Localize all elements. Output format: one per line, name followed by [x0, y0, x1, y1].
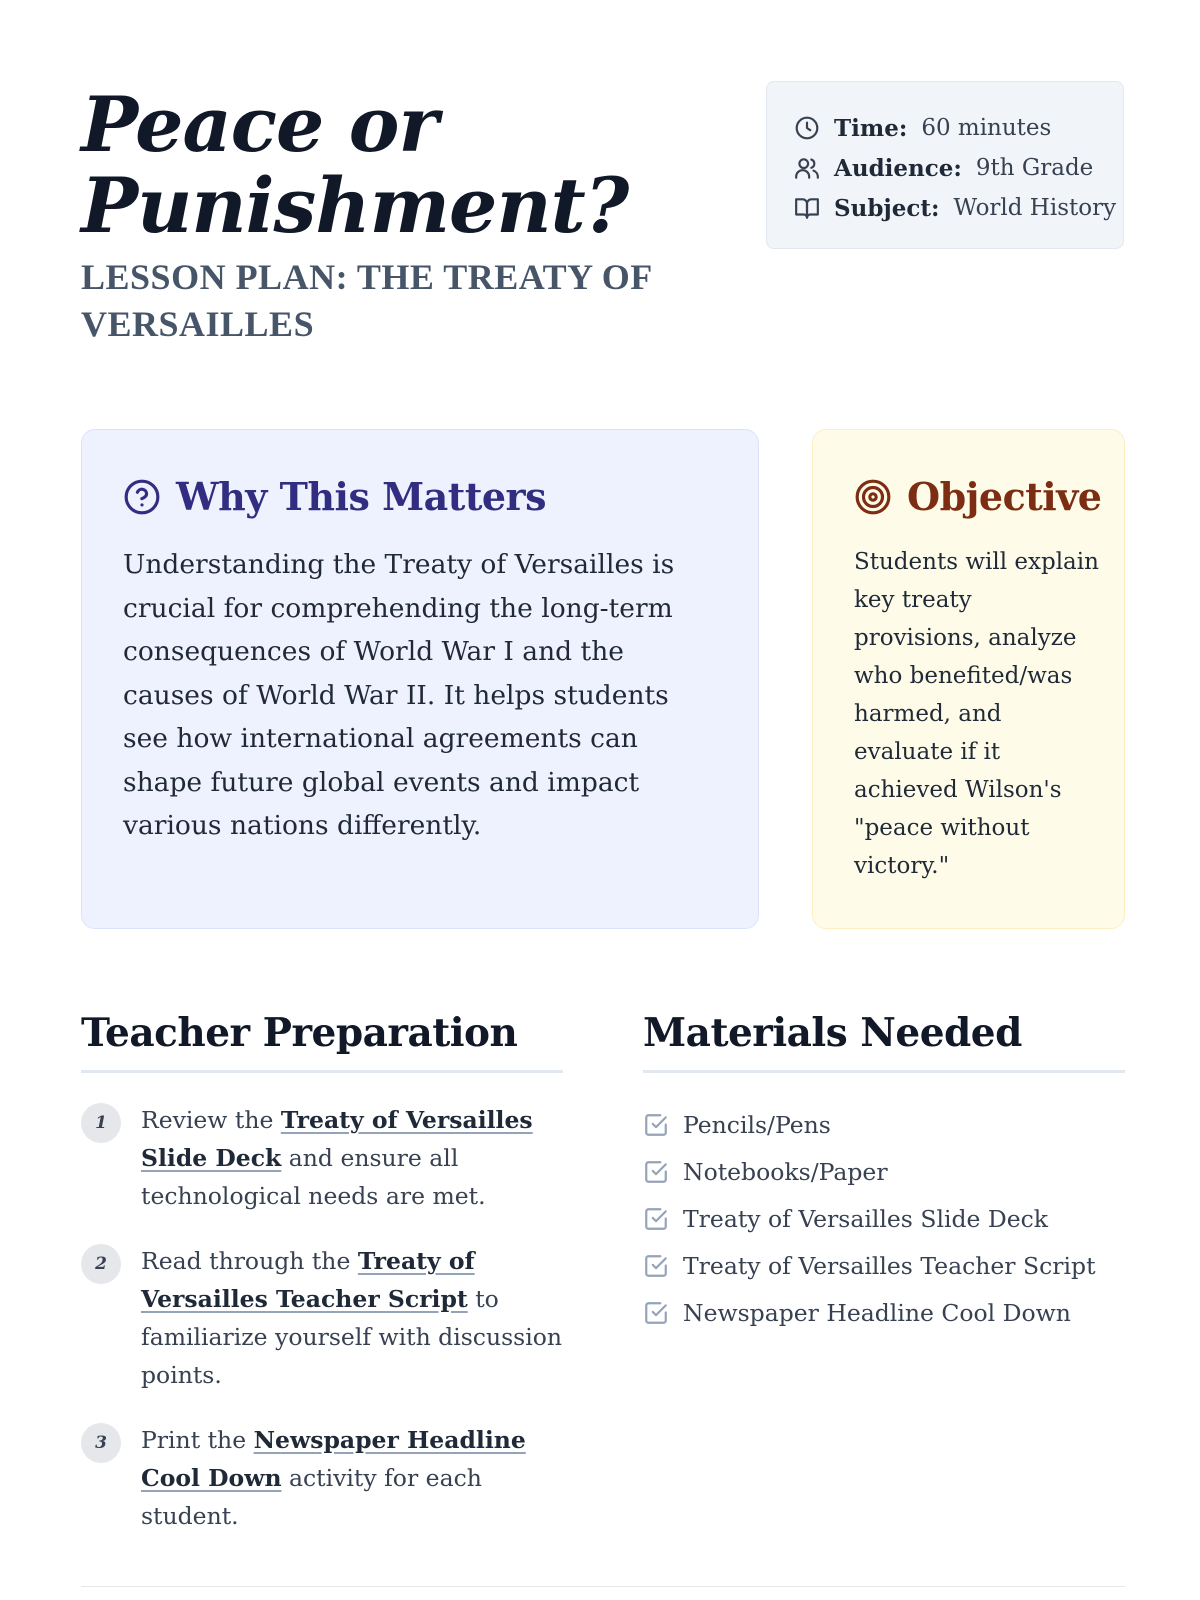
meta-subject-label: Subject: — [834, 194, 940, 222]
material-label: Newspaper Headline Cool Down — [683, 1298, 1071, 1327]
book-icon — [794, 195, 820, 221]
page-subtitle: LESSON PLAN: THE TREATY OF VERSAILLES — [81, 257, 652, 344]
preparation-step — [81, 1101, 563, 1215]
step-text-pre: Print the — [141, 1426, 254, 1454]
checkbox-icon — [643, 1112, 669, 1138]
question-circle-icon — [123, 478, 161, 516]
checkbox-icon — [643, 1300, 669, 1326]
step-number-badge: 2 — [81, 1244, 121, 1284]
title-line-1: Peace or — [81, 80, 438, 169]
step-text-post: activity for each student. — [141, 1464, 482, 1530]
step-number-badge: 1 — [81, 1103, 121, 1143]
material-item — [643, 1289, 1125, 1336]
materials-list — [643, 1101, 1125, 1336]
step-text — [141, 1242, 563, 1394]
cool-down-link[interactable]: Newspaper Headline Cool Down — [141, 1426, 526, 1492]
teacher-preparation-section — [81, 1010, 563, 1562]
lesson-plan-page — [81, 0, 1125, 1600]
why-card-body: Understanding the Treaty of Versailles is crucial for comprehending the long-term consequences of World War I and the causes of World War II. It helps students see how international agreements can shape future global events and impact various nations differently. — [123, 549, 675, 841]
meta-subject-value: World History — [953, 195, 1117, 221]
material-label: Treaty of Versailles Teacher Script — [683, 1251, 1096, 1280]
meta-audience-label: Audience: — [834, 154, 962, 182]
bottom-divider — [81, 1586, 1125, 1587]
material-item — [643, 1101, 1125, 1148]
material-item — [643, 1148, 1125, 1195]
checkbox-icon — [643, 1206, 669, 1232]
step-text — [141, 1421, 563, 1535]
meta-subject — [794, 188, 1123, 228]
clock-icon — [794, 115, 820, 141]
meta-time — [794, 108, 1123, 148]
checkbox-icon — [643, 1253, 669, 1279]
checkbox-icon — [643, 1159, 669, 1185]
material-item — [643, 1195, 1125, 1242]
step-text-pre: Review the — [141, 1106, 281, 1134]
objective-card — [812, 429, 1125, 929]
material-label: Notebooks/Paper — [683, 1157, 888, 1186]
meta-time-value: 60 minutes — [921, 115, 1052, 141]
materials-needed-heading: Materials Needed — [643, 1010, 1125, 1073]
step-text-pre: Read through the — [141, 1247, 358, 1275]
users-icon — [794, 155, 820, 181]
materials-needed-section — [643, 1010, 1125, 1336]
teacher-preparation-heading: Teacher Preparation — [81, 1010, 563, 1073]
step-number-badge: 3 — [81, 1423, 121, 1463]
target-icon — [854, 478, 892, 516]
meta-audience-value: 9th Grade — [975, 155, 1094, 181]
material-item — [643, 1242, 1125, 1289]
meta-audience — [794, 148, 1123, 188]
meta-time-label: Time: — [834, 114, 908, 142]
lesson-meta-box — [766, 81, 1124, 249]
step-text — [141, 1101, 563, 1215]
objective-card-heading: Objective — [907, 474, 1102, 519]
step-text-post: and ensure all technological needs are met. — [141, 1144, 486, 1210]
material-label: Treaty of Versailles Slide Deck — [683, 1204, 1049, 1233]
title-line-2: Punishment? — [81, 161, 629, 250]
why-card-header — [123, 474, 718, 519]
preparation-step — [81, 1242, 563, 1394]
slide-deck-link[interactable]: Treaty of Versailles Slide Deck — [141, 1106, 533, 1172]
objective-card-header — [854, 474, 1104, 519]
teacher-script-link[interactable]: Treaty of Versailles Teacher Script — [141, 1247, 475, 1313]
material-label: Pencils/Pens — [683, 1110, 831, 1139]
objective-card-body: Students will explain key treaty provisions, analyze who benefited/was harmed, and evaluate if it achieved Wilson's "peace without victory." — [854, 549, 1099, 879]
why-card-heading: Why This Matters — [176, 474, 546, 519]
step-text-post: to familiarize yourself with discussion points. — [141, 1285, 563, 1389]
page-title — [81, 80, 629, 250]
preparation-step — [81, 1421, 563, 1535]
preparation-steps — [81, 1101, 563, 1535]
why-this-matters-card — [81, 429, 759, 929]
